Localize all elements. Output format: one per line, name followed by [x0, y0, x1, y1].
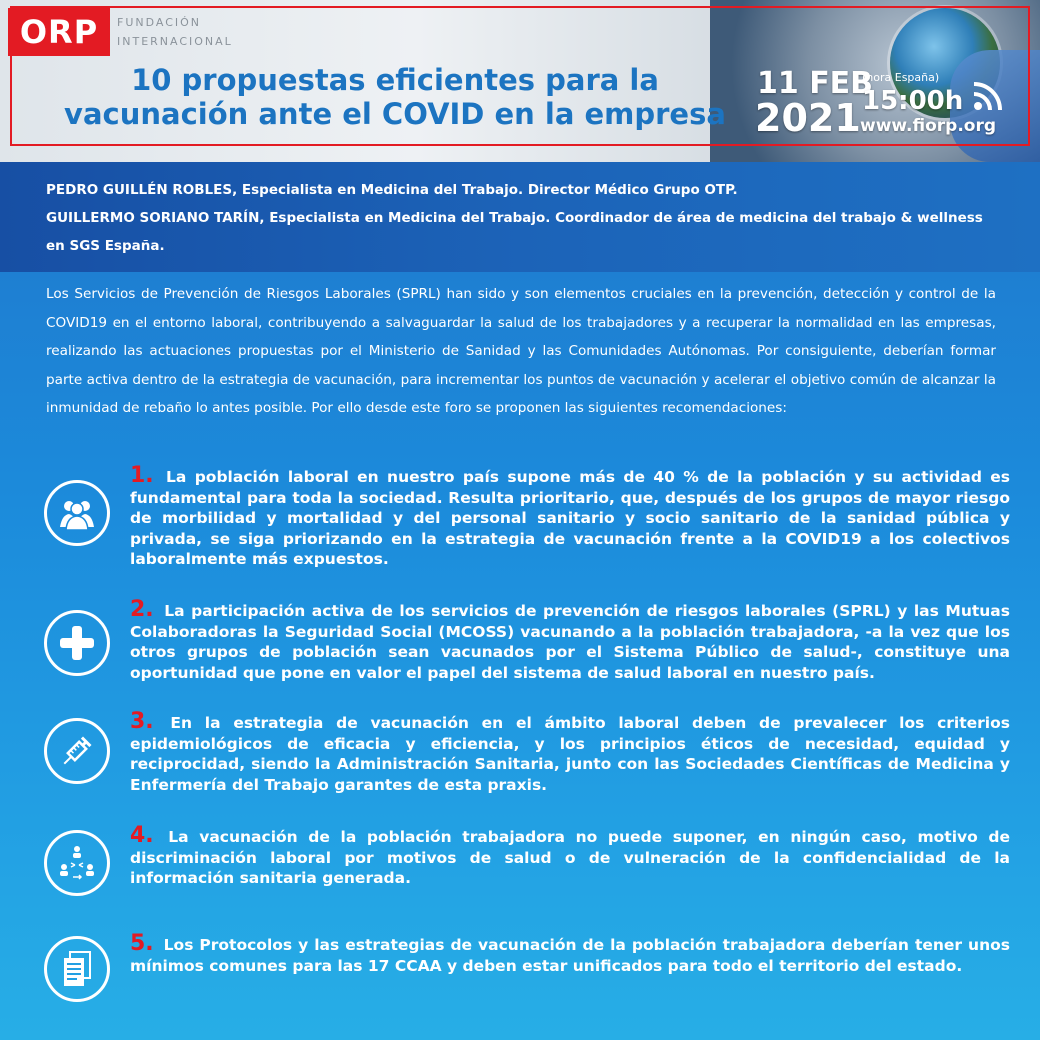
item-number: 3.	[130, 709, 154, 734]
org-line-1: FUNDACIÓN	[117, 16, 202, 29]
recommendation-1-text	[130, 463, 1010, 570]
recommendation-2-text	[130, 597, 1010, 683]
recommendation-2	[44, 597, 1010, 690]
item-number: 4.	[130, 823, 154, 848]
recommendation-3	[44, 709, 1010, 802]
website-link[interactable]: www.fiorp.org	[860, 116, 997, 136]
recommendation-4	[44, 823, 1010, 916]
plus-icon	[44, 610, 110, 676]
author-1-name: PEDRO GUILLÉN ROBLES	[46, 182, 233, 198]
documents-icon	[44, 936, 110, 1002]
item-body: La población laboral en nuestro país supone más de 40 % de la población y su actividad es fundamental para toda la sociedad. Resulta prioritario, que, después de los grupos de mayor riesgo de morbilidad y mortalidad y del personal sanitario y socio sanitario de la sanidad pública y privada, se siga priorizando en la estrategia de vacunación frente a la COVID19 a los colectivos laboralmente más expuestos.	[130, 468, 1010, 568]
syringe-icon	[44, 718, 110, 784]
item-number: 5.	[130, 931, 154, 956]
broadcast-icon	[970, 78, 1006, 114]
recommendation-5-text	[130, 931, 1010, 976]
intro-paragraph: Los Servicios de Prevención de Riesgos Laborales (SPRL) han sido y son elementos cruciales en la prevención, detección y control de la COVID19 en el entorno laboral, contribuyendo a salvaguardar la salud de los trabajadores y a recuperar la normalidad en las empresas, realizando las actuaciones propuestas por el Ministerio de Sanidad y las Comunidades Autónomas. Por consiguiente, deberían formar parte activa dentro de la estrategia de vacunación, para incrementar los puntos de vacunación y acelerar el objetivo común de alcanzar la inmunidad de rebaño lo antes posible. Por ello desde este foro se proponen las siguientes recomendaciones:	[46, 286, 996, 416]
author-2-role: , Especialista en Medicina del Trabajo. Coordinador de área de medicina del trabajo & wellness en SGS España.	[46, 210, 983, 254]
author-1-role: , Especialista en Medicina del Trabajo. Director Médico Grupo OTP.	[232, 182, 738, 198]
authors-band	[0, 162, 1040, 272]
page-title	[50, 63, 740, 131]
item-number: 1.	[130, 463, 154, 488]
recommendation-5	[44, 931, 1010, 1024]
main-content	[0, 272, 1040, 1040]
event-year: 2021	[755, 96, 861, 140]
item-number: 2.	[130, 597, 154, 622]
recommendation-4-text	[130, 823, 1010, 889]
recommendation-1	[44, 463, 1010, 568]
event-time: 15:00h	[862, 86, 964, 116]
org-line-2: INTERNACIONAL	[117, 35, 233, 48]
workers-icon	[44, 480, 110, 546]
event-day: 11 FEB	[757, 66, 874, 101]
title-line-1: 10 propuestas eficientes para la	[131, 63, 659, 97]
item-body: La participación activa de los servicios de prevención de riesgos laborales (SPRL) y las Mutuas Colaboradoras la Seguridad Social (MCOSS) vacunando a la población trabajadora, -a la vez que los otros grupos de población sean vacunados por el Sistema Público de salud-, constituye una oportunidad que pone en valor el papel del sistema de salud laboral en nuestro país.	[130, 602, 1010, 682]
time-note: (hora España)	[862, 71, 940, 84]
item-body: En la estrategia de vacunación en el ámbito laboral deben de prevalecer los criterios epidemiológicos de eficacia y eficiencia, y los principios éticos de necesidad, equidad y reciprocidad, siendo la Administración Sanitaria, junto con las Sociedades Científicas de Medicina y Enfermería del Trabajo garantes de esta praxis.	[130, 714, 1010, 794]
item-body: Los Protocolos y las estrategias de vacunación de la población trabajadora deberían tener unos mínimos comunes para las 17 CCAA y deben estar unificados para todo el territorio del estado.	[130, 936, 1010, 975]
network-people-icon	[44, 830, 110, 896]
author-2	[46, 204, 994, 260]
item-body: La vacunación de la población trabajadora no puede suponer, en ningún caso, motivo de discriminación laboral por motivos de salud o de vulneración de la confidencialidad de la información sanitaria generada.	[130, 828, 1010, 887]
recommendation-3-text	[130, 709, 1010, 795]
author-1	[46, 176, 994, 204]
author-2-name: GUILLERMO SORIANO TARÍN	[46, 210, 260, 226]
orp-logo: ORP	[8, 8, 110, 56]
title-line-2: vacunación ante el COVID en la empresa	[64, 97, 726, 131]
organization-name	[117, 13, 233, 51]
header-banner	[0, 0, 1040, 162]
